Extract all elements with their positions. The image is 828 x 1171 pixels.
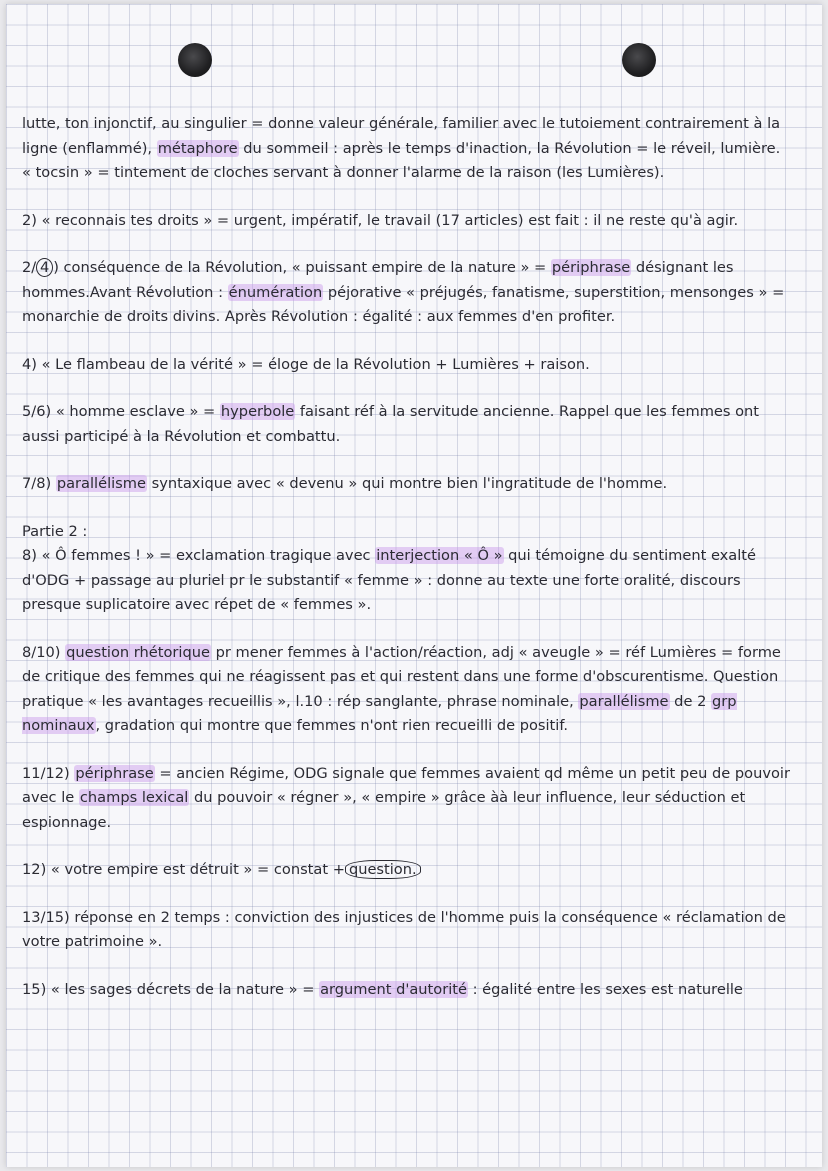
highlighted-term: énumération — [228, 283, 323, 301]
note-text: faisant réf à la servitude ancienne. Rappel que les femmes ont aussi participé à la Révolution et combattu. — [22, 403, 760, 445]
note-paragraph — [22, 353, 792, 378]
highlighted-term: métaphore — [157, 139, 238, 157]
note-text: = ancien Régime, ODG signale que femmes avaient qd même un petit peu de pouvoir avec le — [22, 764, 790, 806]
highlighted-term: parallélisme — [56, 475, 146, 492]
highlighted-term: périphrase — [551, 259, 631, 276]
note-paragraph — [22, 762, 792, 836]
highlighted-term: grp nominaux — [22, 692, 737, 734]
note-text: ) conséquence de la Révolution, « puissant empire de la nature » = — [53, 259, 551, 276]
highlighted-term: parallélisme — [579, 692, 669, 710]
highlighted-term: question rhétorique — [66, 643, 210, 661]
note-text: (enflammé), — [57, 139, 157, 157]
note-paragraph — [22, 209, 792, 234]
note-paragraph — [22, 641, 792, 739]
note-paragraph — [22, 544, 792, 618]
annotated-mark: 4 — [36, 258, 53, 277]
note-text: lutte, ton injonctif, au singulier = donne valeur générale, familier avec le tutoiement contrairement à la ligne — [22, 115, 781, 157]
handwritten-notes — [22, 112, 792, 1025]
notebook-page — [6, 4, 822, 1167]
note-text: qui témoigne du sentiment exalté d'ODG + passage au pluriel pr le substantif « femme » : donne au texte une forte oralité, discours presque suplicatoire avec répet de « femmes ». — [22, 547, 756, 613]
note-text: : égalité entre les sexes est naturelle — [467, 980, 743, 998]
note-text: désignant les hommes.Avant Révolution : — [22, 259, 734, 301]
annotated-mark: question. — [345, 860, 421, 879]
note-paragraph — [22, 978, 792, 1003]
note-text: 13/15) réponse en 2 temps : conviction des injustices de l'homme puis la conséquence « réclamation de votre patrimoine ». — [22, 908, 786, 950]
note-text: du pouvoir « régner », « empire » grâce àà leur influence, leur séduction et espionnage. — [22, 789, 746, 831]
note-text: syntaxique avec « devenu » qui montre bien l'ingratitude de l'homme. — [146, 475, 668, 492]
note-paragraph — [22, 256, 792, 330]
highlighted-term: argument d'autorité — [320, 980, 467, 998]
highlighted-term: interjection « Ô » — [376, 547, 503, 564]
note-text: 12) « votre empire est détruit » = constat + — [22, 861, 345, 878]
note-paragraph — [22, 906, 792, 955]
note-text: 11/12) — [22, 764, 75, 782]
note-text: du sommeil : après le temps d'inaction, la Révolution = le réveil, lumière. « tocsin » = tintement de cloches servant à donner l'alarme de la raison (les Lumières). — [22, 139, 781, 181]
note-text: pr mener femmes à l'action/réaction, adj « aveugle » = réf Lumières = forme de critique des femmes qui ne réagissent pas et qui restent dans une forme d'obscurentisme. Question pratique « les avantages recueillis », l.10 : rép sanglante, phrase nominale, — [22, 643, 781, 710]
note-text: , gradation qui montre que femmes n'ont rien recueilli de positif. — [95, 717, 569, 734]
highlighted-term: hyperbole — [220, 403, 295, 420]
note-paragraph — [22, 520, 792, 545]
note-text: 2/ — [22, 259, 37, 276]
note-paragraph — [22, 858, 792, 883]
note-text: de 2 — [669, 692, 711, 710]
note-text: Partie 2 : — [22, 522, 88, 540]
note-text: 2) « reconnais tes droits » = urgent, impératif, le travail (17 articles) est fait : il ne reste qu'à agir. — [22, 211, 739, 229]
note-text: 8) « Ô femmes ! » = exclamation tragique avec — [22, 547, 376, 564]
note-text: 5/6) « homme esclave » = — [22, 403, 220, 420]
highlighted-term: périphrase — [75, 764, 154, 782]
note-paragraph — [22, 472, 792, 497]
highlighted-term: champs lexical — [79, 789, 189, 806]
binder-hole-right — [622, 43, 656, 77]
note-paragraph — [22, 112, 792, 186]
note-text: 7/8) — [22, 475, 56, 492]
binder-hole-left — [178, 43, 212, 77]
note-paragraph — [22, 400, 792, 449]
note-text: 4) « Le flambeau de la vérité » = éloge de la Révolution + Lumières + raison. — [22, 355, 590, 373]
note-text: 8/10) — [22, 643, 66, 661]
note-text: péjorative « préjugés, fanatisme, superstition, mensonges » = monarchie de droits divins. Après Révolution : égalité : aux femmes d'en profiter. — [22, 283, 785, 325]
note-text: 15) « les sages décrets de la nature » = — [22, 980, 320, 998]
